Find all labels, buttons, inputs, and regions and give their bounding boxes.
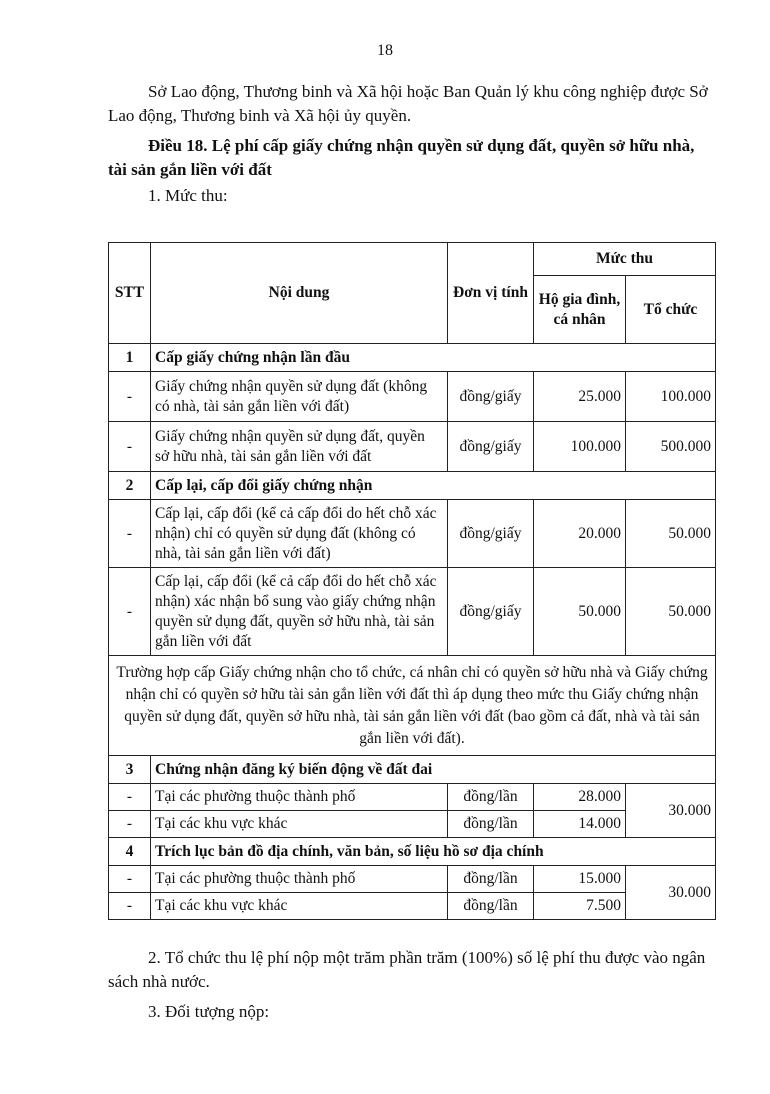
section-title: Cấp giấy chứng nhận lần đầu [151,344,716,372]
header-stt: STT [109,243,151,344]
section-row [109,756,716,784]
row-organization-fee: 500.000 [626,422,716,472]
row-content: Giấy chứng nhận quyền sử dụng đất (không có nhà, tài sản gắn liền với đất) [151,372,448,422]
row-unit: đồng/giấy [448,500,534,568]
row-stt: - [109,500,151,568]
row-content: Tại các khu vực khác [151,893,448,920]
row-household-fee: 14.000 [534,811,626,838]
row-stt: - [109,784,151,811]
row-content: Tại các phường thuộc thành phố [151,866,448,893]
row-stt: - [109,372,151,422]
row-organization-fee: 50.000 [626,568,716,656]
row-household-fee: 50.000 [534,568,626,656]
row-content: Cấp lại, cấp đổi (kể cả cấp đổi do hết chỗ xác nhận) xác nhận bổ sung vào giấy chứng nhận quyền sử dụng đất, quyền sở hữu nhà, tài sản gắn liền với đất [151,568,448,656]
row-organization-fee: 50.000 [626,500,716,568]
table-row [109,784,716,811]
section-number: 3 [109,756,151,784]
row-household-fee: 7.500 [534,893,626,920]
row-unit: đồng/giấy [448,568,534,656]
section-row [109,344,716,372]
row-unit: đồng/lần [448,893,534,920]
row-content: Tại các khu vực khác [151,811,448,838]
row-unit: đồng/giấy [448,372,534,422]
row-unit: đồng/giấy [448,422,534,472]
header-content: Nội dung [151,243,448,344]
header-household: Hộ gia đình, cá nhân [534,276,626,344]
row-household-fee: 20.000 [534,500,626,568]
table-row [109,811,716,838]
section-organization-fee: 30.000 [626,866,716,920]
page-number: 18 [377,42,393,59]
section-number: 2 [109,472,151,500]
row-content: Tại các phường thuộc thành phố [151,784,448,811]
table-row [109,568,716,656]
table-note: Trường hợp cấp Giấy chứng nhận cho tổ chức, cá nhân chỉ có quyền sở hữu nhà và Giấy chứng nhận chỉ có quyền sở hữu tài sản gắn liền với đất thì áp dụng theo mức thu Giấy chứng nhận quyền sử dụng đất, quyền sở hữu nhà, tài sản gắn liền với đất (bao gồm cả đất, nhà và tài sản gắn liền với đất). [109,656,716,756]
note-row [109,656,716,756]
row-stt: - [109,568,151,656]
row-organization-fee: 100.000 [626,372,716,422]
row-stt: - [109,811,151,838]
item2-paragraph: 2. Tổ chức thu lệ phí nộp một trăm phần trăm (100%) số lệ phí thu được vào ngân sách nhà nước. [108,948,706,991]
section-number: 4 [109,838,151,866]
row-unit: đồng/lần [448,866,534,893]
section-organization-fee: 30.000 [626,784,716,838]
row-stt: - [109,893,151,920]
header-unit: Đơn vị tính [448,243,534,344]
section-title: Cấp lại, cấp đổi giấy chứng nhận [151,472,716,500]
row-household-fee: 25.000 [534,372,626,422]
table-row [109,500,716,568]
row-stt: - [109,866,151,893]
table-row [109,893,716,920]
row-content: Giấy chứng nhận quyền sử dụng đất, quyền sở hữu nhà, tài sản gắn liền với đất [151,422,448,472]
section-row [109,472,716,500]
section-title: Chứng nhận đăng ký biến động về đất đai [151,756,716,784]
row-stt: - [109,422,151,472]
table-row [109,866,716,893]
header-organization: Tổ chức [626,276,716,344]
article-heading: Điều 18. Lệ phí cấp giấy chứng nhận quyền sử dụng đất, quyền sở hữu nhà, tài sản gắn liền với đất [108,136,695,179]
row-unit: đồng/lần [448,811,534,838]
intro-paragraph: Sở Lao động, Thương binh và Xã hội hoặc Ban Quản lý khu công nghiệp được Sở Lao động, Thương binh và Xã hội ủy quyền. [108,82,708,125]
section-number: 1 [109,344,151,372]
item3-label: 3. Đối tượng nộp: [148,1002,270,1021]
fee-table [108,242,716,920]
row-household-fee: 100.000 [534,422,626,472]
row-household-fee: 15.000 [534,866,626,893]
section-row [109,838,716,866]
table-row [109,422,716,472]
item1-label: 1. Mức thu: [148,186,228,205]
table-header-row [109,243,716,276]
row-content: Cấp lại, cấp đổi (kể cả cấp đổi do hết chỗ xác nhận) chỉ có quyền sử dụng đất (không có nhà, tài sản gắn liền với đất) [151,500,448,568]
table-row [109,372,716,422]
header-fee: Mức thu [534,243,716,276]
section-title: Trích lục bản đồ địa chính, văn bản, số liệu hồ sơ địa chính [151,838,716,866]
row-unit: đồng/lần [448,784,534,811]
row-household-fee: 28.000 [534,784,626,811]
